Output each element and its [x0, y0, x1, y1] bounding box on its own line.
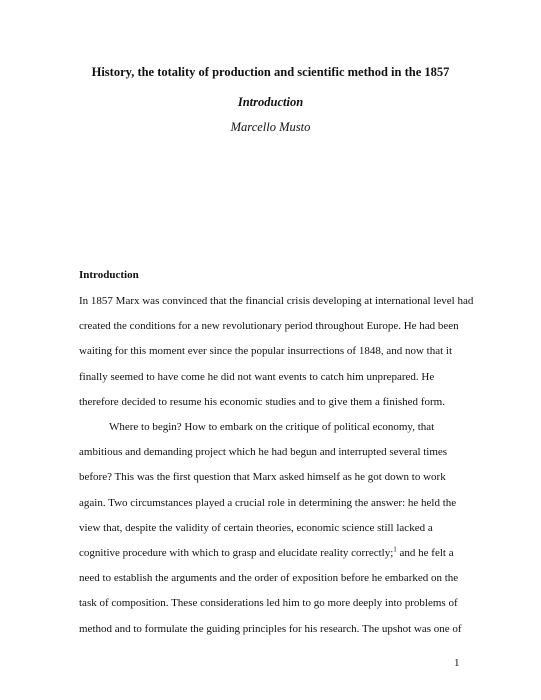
body-text	[79, 289, 474, 642]
paragraph-line: therefore decided to resume his economic studies and to give them a finished form.	[79, 395, 445, 408]
paragraph-line: created the conditions for a new revolutionary period throughout Europe. He had been	[79, 320, 459, 333]
document-subtitle: Introduction	[237, 95, 304, 109]
paragraph-line: ambitious and demanding project which he had begun and interrupted several times	[79, 446, 448, 459]
section-heading: Introduction	[79, 269, 139, 281]
paragraph-line: Where to begin? How to embark on the critique of political economy, that	[109, 421, 435, 434]
footnote-line-end: and he felt a	[396, 547, 454, 560]
footnote-marker[interactable]: 1	[393, 545, 397, 554]
document-title: History, the totality of production and scientific method in the 1857	[91, 65, 450, 79]
document-author: Marcello Musto	[230, 120, 311, 134]
paragraph-line	[79, 541, 471, 566]
paragraph-line: need to establish the arguments and the order of exposition before he embarked on the	[79, 572, 459, 585]
paragraph-line: waiting for this moment ever since the popular insurrections of 1848, and now that it	[79, 345, 453, 358]
page-number: 1	[454, 657, 460, 669]
paragraph-line: task of composition. These considerations led him to go more deeply into problems of	[79, 597, 458, 610]
footnote-line-start: cognitive procedure with which to grasp and elucidate reality correctly;	[79, 547, 394, 560]
paragraph-line: method and to formulate the guiding principles for his research. The upshot was one of	[79, 622, 462, 635]
paragraph-line: before? This was the first question that Marx asked himself as he got down to work	[79, 471, 446, 484]
paragraph-line: again. Two circumstances played a crucial role in determining the answer: he held the	[79, 496, 457, 509]
paragraph-line: In 1857 Marx was convinced that the financial crisis developing at international level had	[79, 295, 474, 307]
paragraph-line: view that, despite the validity of certain theories, economic science still lacked a	[79, 521, 433, 534]
paragraph-line: finally seemed to have come he did not want events to catch him unprepared. He	[79, 370, 435, 383]
